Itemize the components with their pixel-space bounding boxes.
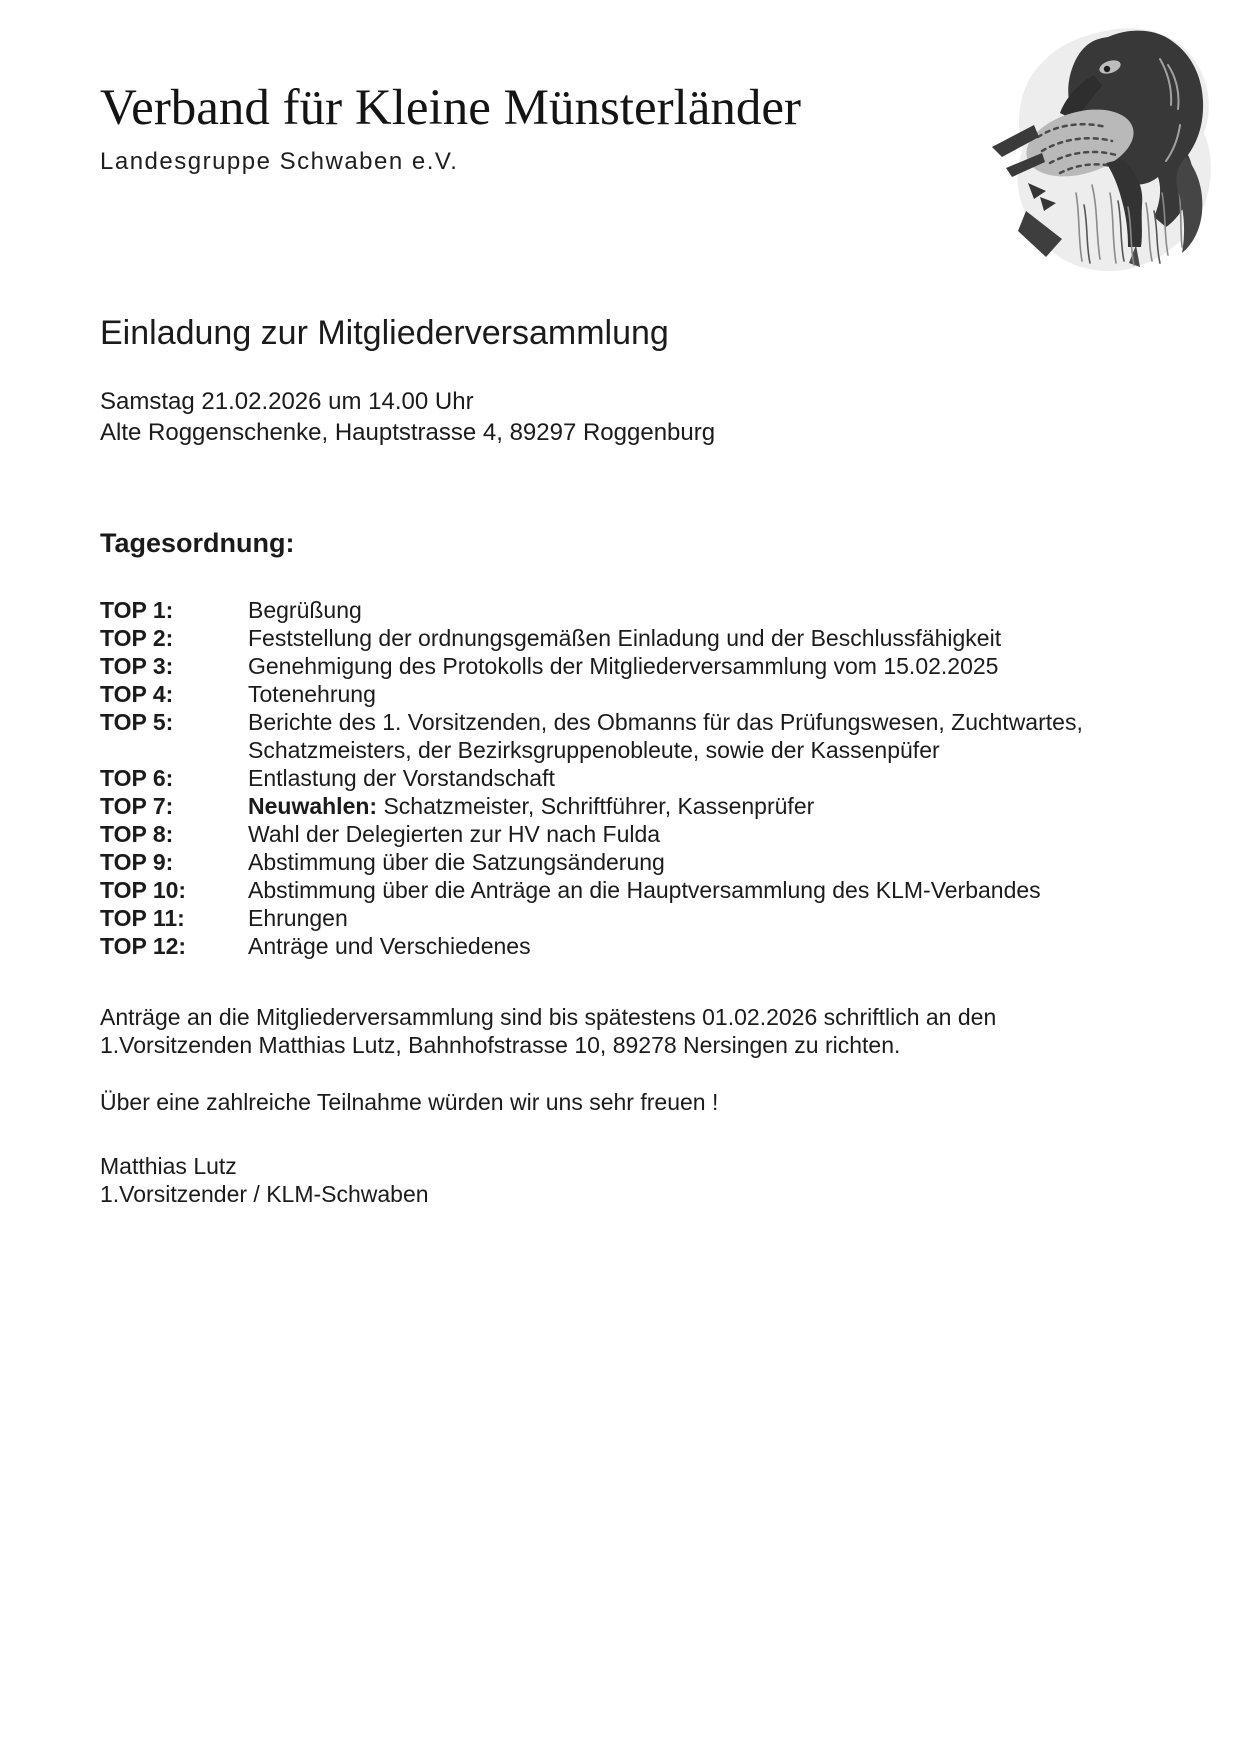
agenda-item (100, 792, 1182, 820)
agenda-heading: Tagesordnung: (100, 528, 295, 559)
agenda-item-text: Anträge und Verschiedenes (248, 933, 531, 960)
invitation-title: Einladung zur Mitgliederversammlung (100, 314, 669, 353)
agenda-item-text-line1: Berichte des 1. Vorsitzenden, des Obmanns für das Prüfungswesen, Zuchtwartes, (248, 709, 1083, 736)
agenda-item (100, 596, 1182, 624)
agenda-item-text: Wahl der Delegierten zur HV nach Fulda (248, 821, 661, 848)
agenda-item-text: Abstimmung über die Satzungsänderung (248, 849, 665, 876)
agenda-item (100, 764, 1182, 792)
agenda-item-label: TOP 5: (100, 709, 174, 736)
agenda-item (100, 680, 1182, 708)
agenda-item-text-rest: Schatzmeister, Schriftführer, Kassenprüfer (377, 793, 815, 820)
agenda-item (100, 904, 1182, 932)
agenda-item-text: Ehrungen (248, 905, 348, 932)
signature-name: Matthias Lutz (100, 1153, 237, 1180)
thanks-line: Über eine zahlreiche Teilnahme würden wir uns sehr freuen ! (100, 1089, 719, 1116)
agenda-item (100, 820, 1182, 848)
agenda-item-label: TOP 10: (100, 877, 187, 904)
agenda-item-label: TOP 3: (100, 653, 174, 680)
agenda-item-label: TOP 6: (100, 765, 174, 792)
agenda-item-text: Entlastung der Vorstandschaft (248, 765, 555, 792)
signature-role: 1.Vorsitzender / KLM-Schwaben (100, 1181, 429, 1208)
agenda-item-text-line2: Schatzmeisters, der Bezirksgruppenobleute, sowie der Kassenpüfer (248, 737, 940, 764)
agenda-item-text: Abstimmung über die Anträge an die Hauptversammlung des KLM-Verbandes (248, 877, 1041, 904)
agenda-item-label: TOP 2: (100, 625, 174, 652)
agenda-item (100, 932, 1182, 960)
agenda-item-label: TOP 12: (100, 933, 187, 960)
agenda-item-text: Feststellung der ordnungsgemäßen Einladung und der Beschlussfähigkeit (248, 625, 1002, 652)
agenda-item (100, 876, 1182, 904)
agenda-item (100, 624, 1182, 652)
agenda-item-label: TOP 11: (100, 905, 185, 932)
agenda-list (100, 596, 1182, 960)
agenda-item-bold-prefix: Neuwahlen: (248, 793, 378, 820)
agenda-item-text: Genehmigung des Protokolls der Mitgliederversammlung vom 15.02.2025 (248, 653, 999, 680)
agenda-item-text (248, 708, 1083, 764)
org-subtitle: Landesgruppe Schwaben e.V. (100, 148, 459, 176)
dog-with-duck-logo-image (990, 25, 1220, 275)
org-title: Verband für Kleine Münsterländer (100, 80, 802, 136)
agenda-item-text (248, 792, 814, 820)
agenda-item-label: TOP 9: (100, 849, 174, 876)
agenda-item-label: TOP 8: (100, 821, 174, 848)
deadline-paragraph (100, 1003, 1110, 1059)
deadline-line1: Anträge an die Mitgliederversammlung sind bis spätestens 01.02.2026 schriftlich an den (100, 1004, 997, 1031)
invitation-when (100, 386, 1182, 448)
agenda-item-label: TOP 1: (100, 597, 174, 624)
masthead (100, 80, 1182, 176)
agenda-item (100, 848, 1182, 876)
invitation-datetime: Samstag 21.02.2026 um 14.00 Uhr (100, 388, 474, 416)
agenda-item (100, 708, 1182, 764)
signature-block (100, 1152, 1182, 1208)
invitation-location: Alte Roggenschenke, Hauptstrasse 4, 89297 Roggenburg (100, 419, 716, 447)
agenda-item (100, 652, 1182, 680)
deadline-line2: 1.Vorsitzenden Matthias Lutz, Bahnhofstrasse 10, 89278 Nersingen zu richten. (100, 1032, 901, 1059)
agenda-item-label: TOP 7: (100, 793, 174, 820)
agenda-item-label: TOP 4: (100, 681, 174, 708)
agenda-item-text: Begrüßung (248, 597, 362, 624)
agenda-item-text: Totenehrung (248, 681, 376, 708)
